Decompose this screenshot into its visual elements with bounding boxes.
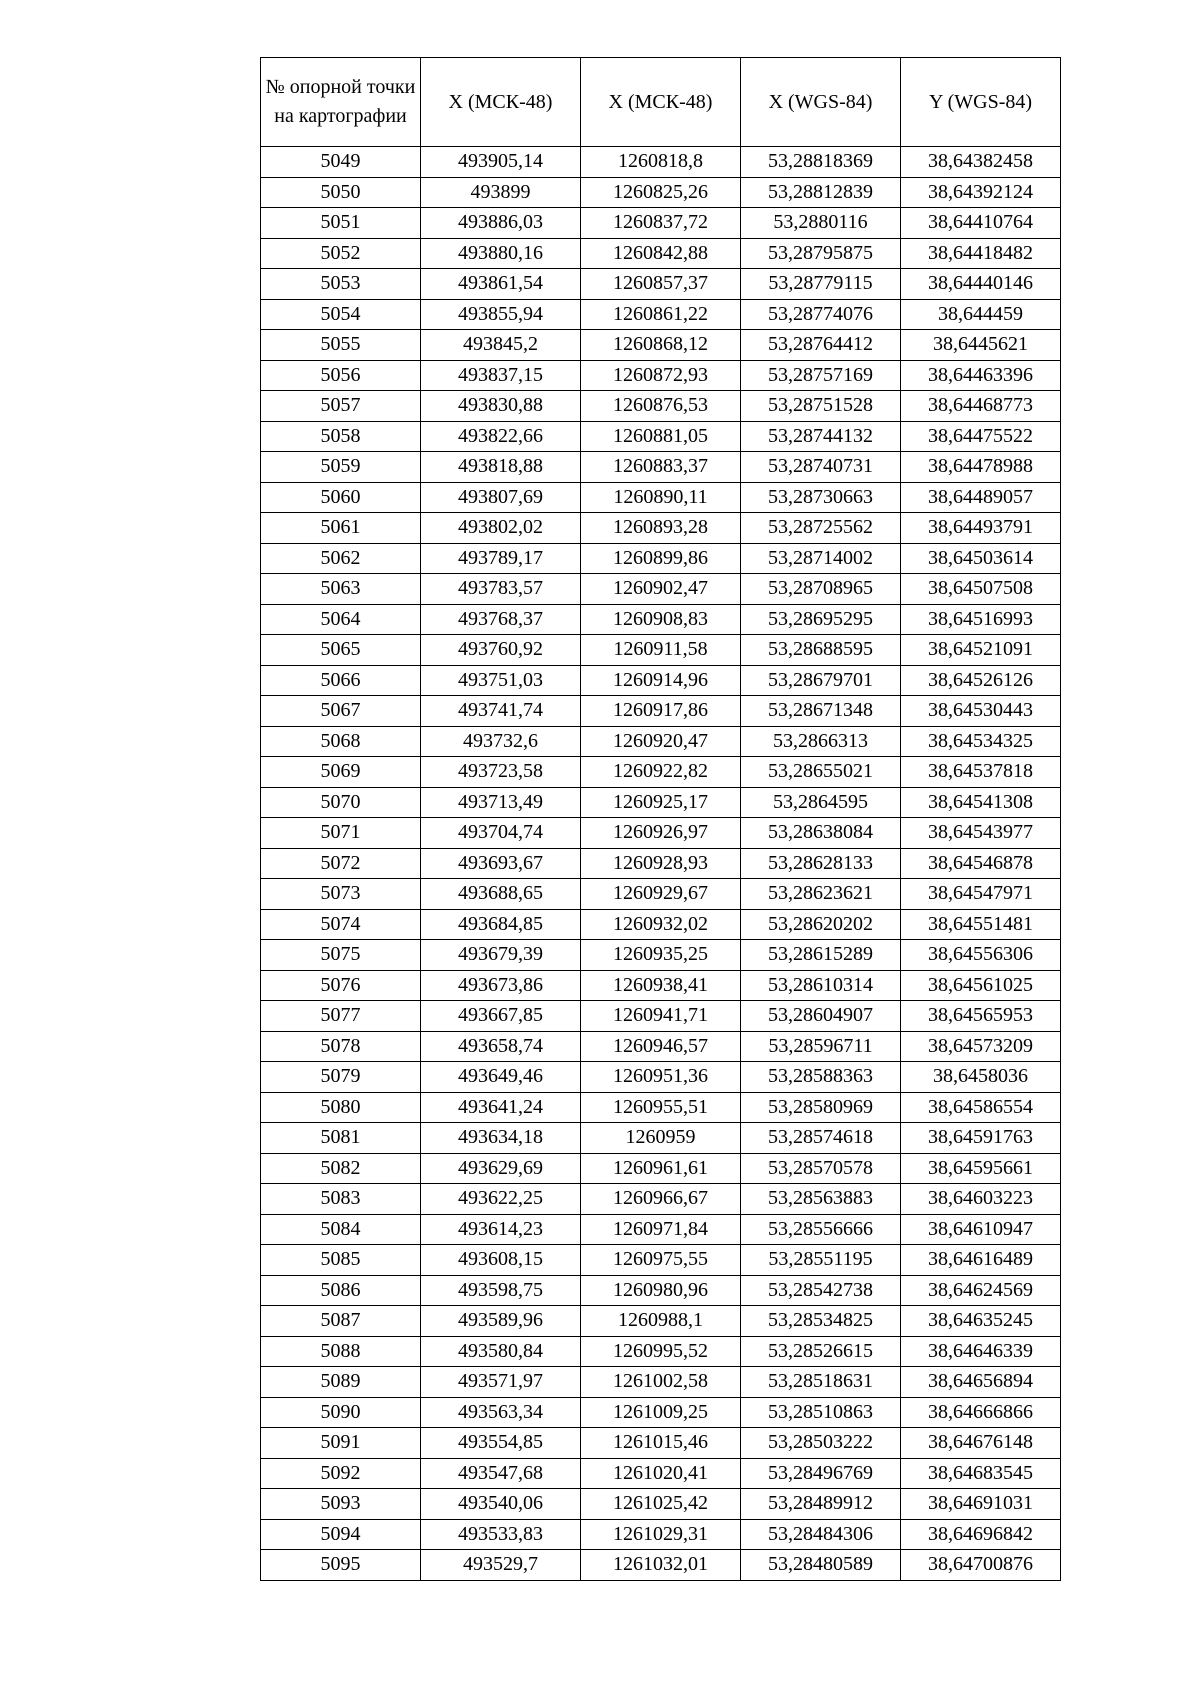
cell-y-wgs84: 38,64521091 [901,635,1061,666]
table-row [261,574,1061,605]
cell-point-number: 5077 [261,1001,421,1032]
table-row [261,330,1061,361]
cell-point-number: 5074 [261,909,421,940]
cell-x-wgs84: 53,28779115 [741,269,901,300]
cell-point-number: 5084 [261,1214,421,1245]
cell-point-number: 5080 [261,1092,421,1123]
table-row [261,452,1061,483]
cell-x-wgs84: 53,28708965 [741,574,901,605]
cell-point-number: 5092 [261,1458,421,1489]
cell-x-wgs84: 53,28695295 [741,604,901,635]
cell-x-wgs84: 53,28725562 [741,513,901,544]
cell-y-wgs84: 38,64493791 [901,513,1061,544]
cell-x-wgs84: 53,28812839 [741,177,901,208]
cell-x-msk48-second: 1260868,12 [581,330,741,361]
cell-x-msk48-second: 1260861,22 [581,299,741,330]
table-row [261,1062,1061,1093]
cell-x-msk48-second: 1260926,97 [581,818,741,849]
cell-point-number: 5063 [261,574,421,605]
table-row [261,696,1061,727]
cell-y-wgs84: 38,64616489 [901,1245,1061,1276]
cell-y-wgs84: 38,64691031 [901,1489,1061,1520]
cell-x-msk48-second: 1260911,58 [581,635,741,666]
cell-y-wgs84: 38,64543977 [901,818,1061,849]
cell-x-msk48: 493547,68 [421,1458,581,1489]
cell-x-msk48-second: 1260818,8 [581,147,741,178]
table-row [261,757,1061,788]
cell-y-wgs84: 38,64561025 [901,970,1061,1001]
cell-point-number: 5057 [261,391,421,422]
table-row [261,1550,1061,1581]
cell-x-wgs84: 53,28503222 [741,1428,901,1459]
cell-x-wgs84: 53,2880116 [741,208,901,239]
table-row [261,1519,1061,1550]
table-row [261,147,1061,178]
cell-x-msk48-second: 1260922,82 [581,757,741,788]
cell-y-wgs84: 38,6445621 [901,330,1061,361]
table-row [261,1275,1061,1306]
cell-point-number: 5050 [261,177,421,208]
cell-point-number: 5094 [261,1519,421,1550]
cell-x-wgs84: 53,28596711 [741,1031,901,1062]
cell-y-wgs84: 38,64463396 [901,360,1061,391]
table-row [261,1367,1061,1398]
cell-y-wgs84: 38,64676148 [901,1428,1061,1459]
cell-x-msk48: 493693,67 [421,848,581,879]
cell-y-wgs84: 38,64489057 [901,482,1061,513]
cell-x-msk48: 493608,15 [421,1245,581,1276]
cell-point-number: 5065 [261,635,421,666]
table-row [261,360,1061,391]
cell-x-msk48: 493732,6 [421,726,581,757]
table-row [261,1214,1061,1245]
cell-x-wgs84: 53,28638084 [741,818,901,849]
cell-x-wgs84: 53,28604907 [741,1001,901,1032]
cell-x-msk48: 493783,57 [421,574,581,605]
cell-x-msk48-second: 1260959 [581,1123,741,1154]
cell-x-wgs84: 53,28510863 [741,1397,901,1428]
cell-x-msk48-second: 1260872,93 [581,360,741,391]
cell-y-wgs84: 38,64603223 [901,1184,1061,1215]
cell-x-msk48: 493880,16 [421,238,581,269]
cell-x-wgs84: 53,28542738 [741,1275,901,1306]
cell-x-msk48: 493905,14 [421,147,581,178]
cell-y-wgs84: 38,64595661 [901,1153,1061,1184]
cell-x-wgs84: 53,28551195 [741,1245,901,1276]
cell-x-msk48-second: 1261025,42 [581,1489,741,1520]
cell-point-number: 5052 [261,238,421,269]
table-row [261,879,1061,910]
cell-x-wgs84: 53,28730663 [741,482,901,513]
cell-x-msk48: 493886,03 [421,208,581,239]
cell-y-wgs84: 38,64573209 [901,1031,1061,1062]
cell-x-wgs84: 53,28818369 [741,147,901,178]
cell-point-number: 5082 [261,1153,421,1184]
cell-x-wgs84: 53,28764412 [741,330,901,361]
cell-y-wgs84: 38,64478988 [901,452,1061,483]
table-row [261,787,1061,818]
table-row [261,1336,1061,1367]
cell-x-msk48-second: 1260890,11 [581,482,741,513]
cell-y-wgs84: 38,64635245 [901,1306,1061,1337]
table-row [261,1001,1061,1032]
table-row [261,909,1061,940]
cell-x-msk48-second: 1260929,67 [581,879,741,910]
cell-x-msk48-second: 1260988,1 [581,1306,741,1337]
cell-point-number: 5072 [261,848,421,879]
cell-x-msk48: 493679,39 [421,940,581,971]
cell-x-wgs84: 53,2864595 [741,787,901,818]
cell-x-msk48-second: 1260941,71 [581,1001,741,1032]
cell-x-msk48: 493845,2 [421,330,581,361]
cell-point-number: 5079 [261,1062,421,1093]
table-row [261,421,1061,452]
cell-x-msk48: 493614,23 [421,1214,581,1245]
table-row [261,1092,1061,1123]
cell-y-wgs84: 38,64666866 [901,1397,1061,1428]
cell-y-wgs84: 38,64530443 [901,696,1061,727]
cell-y-wgs84: 38,64551481 [901,909,1061,940]
cell-x-msk48-second: 1261032,01 [581,1550,741,1581]
cell-x-msk48: 493533,83 [421,1519,581,1550]
cell-x-msk48-second: 1260925,17 [581,787,741,818]
cell-point-number: 5062 [261,543,421,574]
cell-point-number: 5095 [261,1550,421,1581]
cell-y-wgs84: 38,64534325 [901,726,1061,757]
cell-x-msk48: 493540,06 [421,1489,581,1520]
cell-x-wgs84: 53,28751528 [741,391,901,422]
cell-point-number: 5051 [261,208,421,239]
cell-x-wgs84: 53,28588363 [741,1062,901,1093]
cell-x-msk48-second: 1260932,02 [581,909,741,940]
table-row [261,726,1061,757]
cell-x-msk48: 493789,17 [421,543,581,574]
cell-x-msk48-second: 1260938,41 [581,970,741,1001]
cell-point-number: 5058 [261,421,421,452]
cell-x-msk48: 493723,58 [421,757,581,788]
cell-x-msk48: 493634,18 [421,1123,581,1154]
cell-x-msk48: 493673,86 [421,970,581,1001]
cell-x-msk48: 493667,85 [421,1001,581,1032]
cell-x-msk48: 493688,65 [421,879,581,910]
cell-x-wgs84: 53,28679701 [741,665,901,696]
cell-x-wgs84: 53,28628133 [741,848,901,879]
cell-x-wgs84: 53,28484306 [741,1519,901,1550]
cell-x-msk48-second: 1260928,93 [581,848,741,879]
cell-x-msk48: 493580,84 [421,1336,581,1367]
cell-x-msk48-second: 1260946,57 [581,1031,741,1062]
cell-point-number: 5064 [261,604,421,635]
table-row [261,1306,1061,1337]
cell-y-wgs84: 38,64696842 [901,1519,1061,1550]
table-row [261,391,1061,422]
cell-x-msk48: 493598,75 [421,1275,581,1306]
cell-x-msk48-second: 1261020,41 [581,1458,741,1489]
cell-y-wgs84: 38,64546878 [901,848,1061,879]
cell-y-wgs84: 38,64382458 [901,147,1061,178]
table-body [261,147,1061,1581]
cell-x-msk48-second: 1260876,53 [581,391,741,422]
cell-point-number: 5070 [261,787,421,818]
cell-point-number: 5066 [261,665,421,696]
cell-y-wgs84: 38,64541308 [901,787,1061,818]
cell-x-msk48-second: 1260920,47 [581,726,741,757]
cell-point-number: 5073 [261,879,421,910]
table-row [261,482,1061,513]
cell-point-number: 5089 [261,1367,421,1398]
table-row [261,1489,1061,1520]
cell-x-msk48-second: 1260966,67 [581,1184,741,1215]
cell-x-wgs84: 53,2866313 [741,726,901,757]
cell-y-wgs84: 38,64624569 [901,1275,1061,1306]
table-row [261,513,1061,544]
cell-x-wgs84: 53,28620202 [741,909,901,940]
cell-point-number: 5078 [261,1031,421,1062]
cell-x-wgs84: 53,28714002 [741,543,901,574]
cell-y-wgs84: 38,64468773 [901,391,1061,422]
cell-y-wgs84: 38,64586554 [901,1092,1061,1123]
table-row [261,208,1061,239]
header-row [261,58,1061,147]
cell-x-wgs84: 53,28774076 [741,299,901,330]
cell-x-msk48: 493830,88 [421,391,581,422]
cell-y-wgs84: 38,64591763 [901,1123,1061,1154]
cell-x-msk48-second: 1260857,37 [581,269,741,300]
cell-x-msk48: 493649,46 [421,1062,581,1093]
cell-x-msk48: 493855,94 [421,299,581,330]
cell-point-number: 5059 [261,452,421,483]
table-row [261,299,1061,330]
table-row [261,1031,1061,1062]
cell-x-msk48: 493641,24 [421,1092,581,1123]
cell-y-wgs84: 38,64516993 [901,604,1061,635]
cell-point-number: 5049 [261,147,421,178]
cell-y-wgs84: 38,64556306 [901,940,1061,971]
cell-point-number: 5068 [261,726,421,757]
table-row [261,848,1061,879]
cell-x-msk48: 493837,15 [421,360,581,391]
cell-x-wgs84: 53,28580969 [741,1092,901,1123]
cell-x-msk48: 493684,85 [421,909,581,940]
cell-x-msk48: 493768,37 [421,604,581,635]
cell-x-msk48: 493554,85 [421,1428,581,1459]
cell-point-number: 5087 [261,1306,421,1337]
cell-y-wgs84: 38,64700876 [901,1550,1061,1581]
cell-x-wgs84: 53,28496769 [741,1458,901,1489]
cell-point-number: 5055 [261,330,421,361]
cell-y-wgs84: 38,64440146 [901,269,1061,300]
cell-x-wgs84: 53,28615289 [741,940,901,971]
header-point-number: № опорной точки на картографии [261,58,421,147]
cell-x-wgs84: 53,28623621 [741,879,901,910]
cell-x-msk48: 493571,97 [421,1367,581,1398]
table-header [261,58,1061,147]
cell-y-wgs84: 38,64392124 [901,177,1061,208]
header-x-wgs84: X (WGS-84) [741,58,901,147]
cell-y-wgs84: 38,64610947 [901,1214,1061,1245]
cell-point-number: 5093 [261,1489,421,1520]
cell-x-msk48-second: 1260908,83 [581,604,741,635]
cell-x-msk48: 493658,74 [421,1031,581,1062]
cell-x-msk48-second: 1260893,28 [581,513,741,544]
table-row [261,543,1061,574]
cell-x-msk48-second: 1260842,88 [581,238,741,269]
cell-x-wgs84: 53,28570578 [741,1153,901,1184]
cell-x-msk48: 493899 [421,177,581,208]
cell-x-msk48-second: 1260935,25 [581,940,741,971]
cell-x-msk48-second: 1260971,84 [581,1214,741,1245]
cell-x-msk48: 493741,74 [421,696,581,727]
cell-x-msk48-second: 1260917,86 [581,696,741,727]
cell-point-number: 5091 [261,1428,421,1459]
cell-x-msk48: 493807,69 [421,482,581,513]
cell-x-msk48-second: 1261009,25 [581,1397,741,1428]
cell-x-wgs84: 53,28744132 [741,421,901,452]
table-row [261,1184,1061,1215]
table-row [261,269,1061,300]
cell-x-msk48: 493713,49 [421,787,581,818]
table-row [261,665,1061,696]
cell-x-wgs84: 53,28518631 [741,1367,901,1398]
cell-x-wgs84: 53,28671348 [741,696,901,727]
cell-y-wgs84: 38,64503614 [901,543,1061,574]
cell-x-wgs84: 53,28757169 [741,360,901,391]
cell-x-msk48-second: 1260837,72 [581,208,741,239]
cell-y-wgs84: 38,64656894 [901,1367,1061,1398]
cell-x-msk48-second: 1260914,96 [581,665,741,696]
cell-point-number: 5061 [261,513,421,544]
cell-point-number: 5060 [261,482,421,513]
cell-x-msk48-second: 1260899,86 [581,543,741,574]
table-row [261,1458,1061,1489]
cell-y-wgs84: 38,64537818 [901,757,1061,788]
cell-x-msk48: 493760,92 [421,635,581,666]
table-row [261,1428,1061,1459]
cell-x-wgs84: 53,28655021 [741,757,901,788]
cell-point-number: 5088 [261,1336,421,1367]
cell-x-wgs84: 53,28556666 [741,1214,901,1245]
cell-x-msk48-second: 1260902,47 [581,574,741,605]
cell-y-wgs84: 38,64526126 [901,665,1061,696]
cell-y-wgs84: 38,64683545 [901,1458,1061,1489]
cell-y-wgs84: 38,64410764 [901,208,1061,239]
cell-x-msk48-second: 1261029,31 [581,1519,741,1550]
cell-x-msk48: 493563,34 [421,1397,581,1428]
cell-x-msk48: 493802,02 [421,513,581,544]
cell-x-msk48: 493629,69 [421,1153,581,1184]
cell-x-msk48: 493589,96 [421,1306,581,1337]
cell-x-msk48: 493861,54 [421,269,581,300]
table-row [261,177,1061,208]
cell-x-msk48-second: 1260995,52 [581,1336,741,1367]
table-row [261,818,1061,849]
cell-x-msk48: 493818,88 [421,452,581,483]
cell-y-wgs84: 38,644459 [901,299,1061,330]
cell-point-number: 5090 [261,1397,421,1428]
cell-x-msk48-second: 1260951,36 [581,1062,741,1093]
cell-x-msk48-second: 1260881,05 [581,421,741,452]
cell-x-msk48-second: 1260961,61 [581,1153,741,1184]
cell-x-wgs84: 53,28688595 [741,635,901,666]
cell-point-number: 5076 [261,970,421,1001]
coordinates-table [260,57,1061,1581]
cell-x-msk48: 493529,7 [421,1550,581,1581]
table-row [261,970,1061,1001]
cell-y-wgs84: 38,64418482 [901,238,1061,269]
cell-point-number: 5083 [261,1184,421,1215]
header-x-msk48-second: X (МСК-48) [581,58,741,147]
cell-x-msk48-second: 1261002,58 [581,1367,741,1398]
cell-x-msk48: 493704,74 [421,818,581,849]
cell-x-wgs84: 53,28740731 [741,452,901,483]
cell-x-wgs84: 53,28534825 [741,1306,901,1337]
cell-x-msk48: 493822,66 [421,421,581,452]
cell-point-number: 5054 [261,299,421,330]
cell-x-wgs84: 53,28610314 [741,970,901,1001]
cell-y-wgs84: 38,64646339 [901,1336,1061,1367]
table-row [261,604,1061,635]
cell-point-number: 5053 [261,269,421,300]
cell-x-wgs84: 53,28563883 [741,1184,901,1215]
cell-point-number: 5086 [261,1275,421,1306]
cell-x-wgs84: 53,28574618 [741,1123,901,1154]
cell-x-msk48-second: 1261015,46 [581,1428,741,1459]
cell-point-number: 5069 [261,757,421,788]
cell-y-wgs84: 38,64475522 [901,421,1061,452]
cell-x-msk48: 493751,03 [421,665,581,696]
table-row [261,1153,1061,1184]
cell-x-msk48-second: 1260955,51 [581,1092,741,1123]
cell-y-wgs84: 38,64507508 [901,574,1061,605]
table-row [261,238,1061,269]
cell-point-number: 5056 [261,360,421,391]
cell-x-msk48-second: 1260975,55 [581,1245,741,1276]
cell-point-number: 5067 [261,696,421,727]
cell-x-msk48-second: 1260980,96 [581,1275,741,1306]
cell-x-wgs84: 53,28526615 [741,1336,901,1367]
table-row [261,940,1061,971]
table-row [261,1123,1061,1154]
cell-point-number: 5081 [261,1123,421,1154]
cell-x-wgs84: 53,28480589 [741,1550,901,1581]
cell-x-msk48-second: 1260883,37 [581,452,741,483]
cell-point-number: 5071 [261,818,421,849]
cell-point-number: 5075 [261,940,421,971]
cell-x-wgs84: 53,28795875 [741,238,901,269]
cell-point-number: 5085 [261,1245,421,1276]
cell-y-wgs84: 38,6458036 [901,1062,1061,1093]
table-row [261,635,1061,666]
cell-y-wgs84: 38,64565953 [901,1001,1061,1032]
header-y-wgs84: Y (WGS-84) [901,58,1061,147]
cell-x-msk48-second: 1260825,26 [581,177,741,208]
table-row [261,1397,1061,1428]
cell-x-wgs84: 53,28489912 [741,1489,901,1520]
header-x-msk48: X (МСК-48) [421,58,581,147]
cell-y-wgs84: 38,64547971 [901,879,1061,910]
table-row [261,1245,1061,1276]
cell-x-msk48: 493622,25 [421,1184,581,1215]
